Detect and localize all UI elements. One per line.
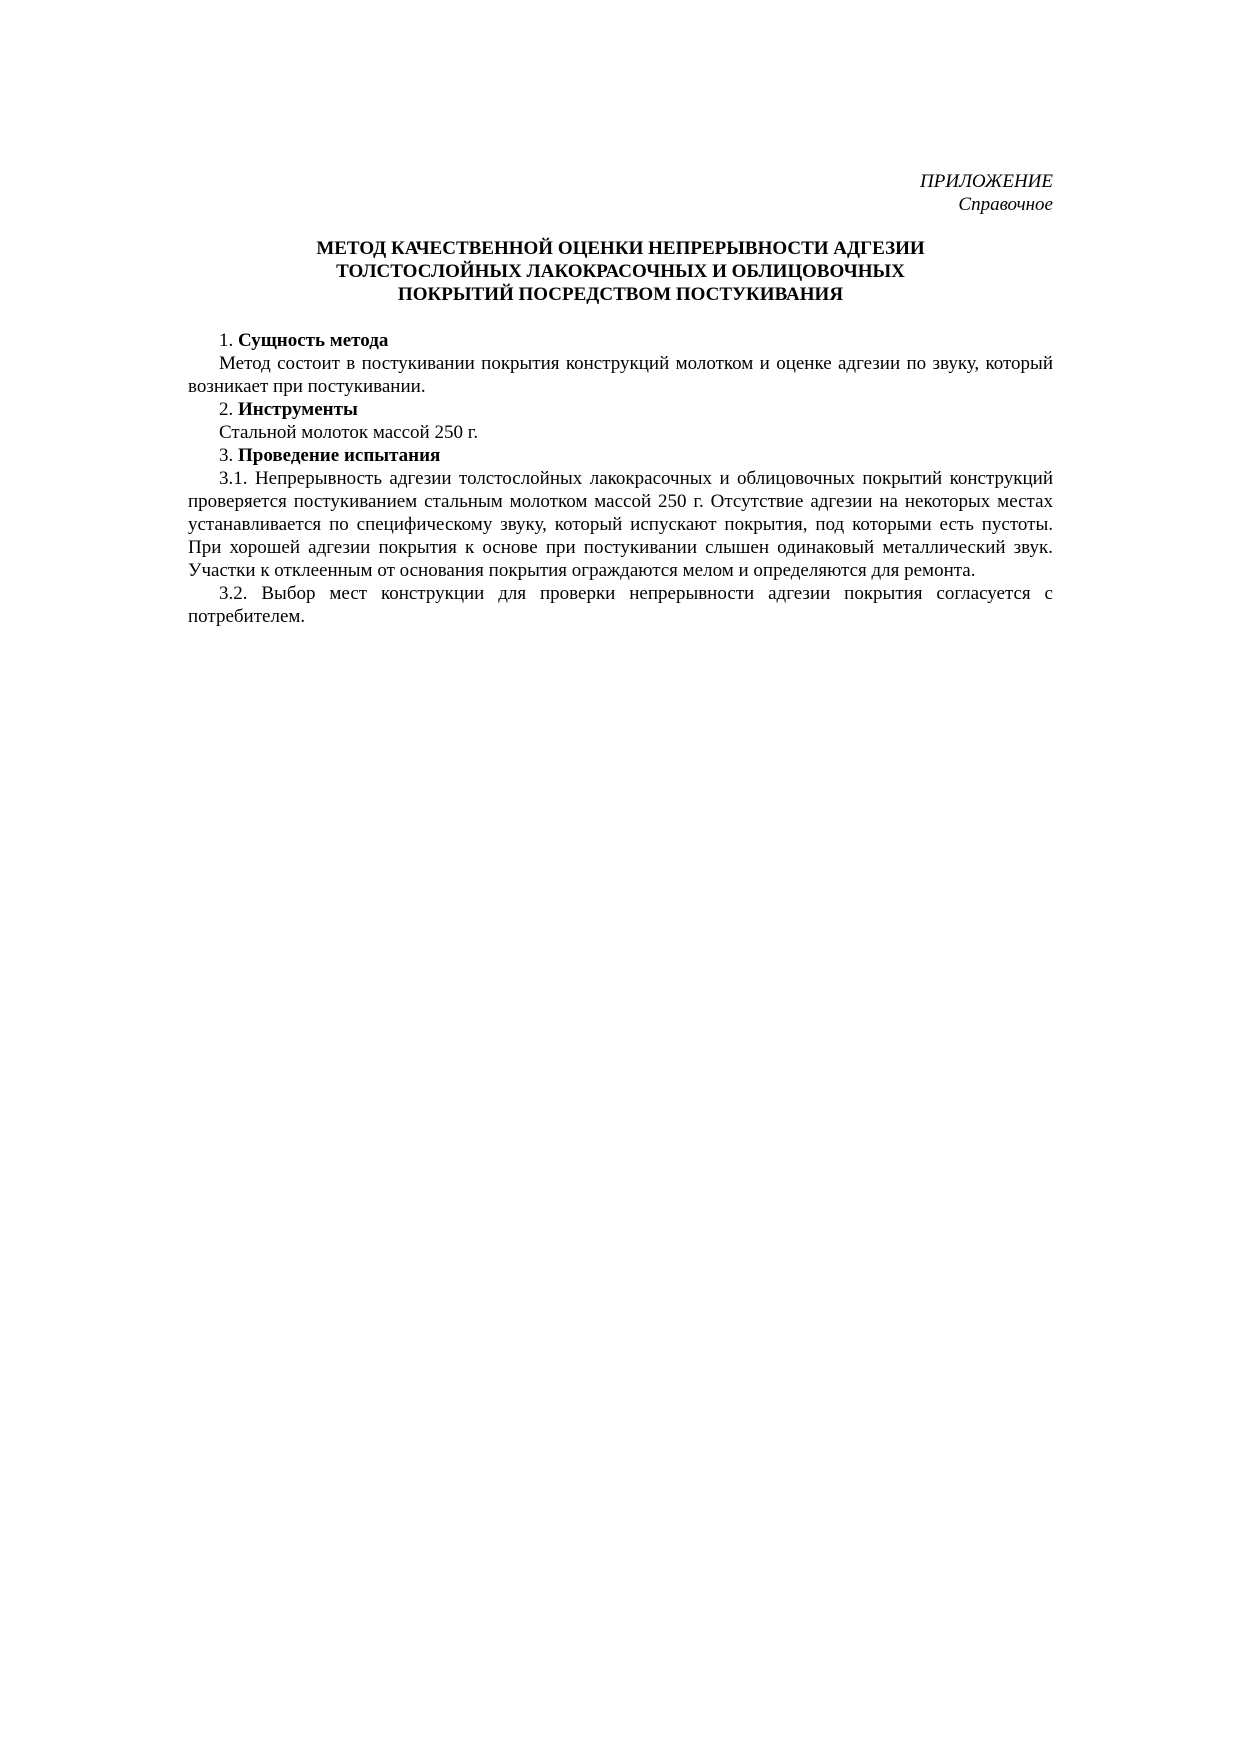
- document-body: [188, 329, 1053, 628]
- title-line-3: ПОКРЫТИЙ ПОСРЕДСТВОМ ПОСТУКИВАНИЯ: [397, 284, 844, 305]
- document-title: [188, 237, 1053, 306]
- section-1-paragraph-1: Метод состоит в постукивании покрытия конструкций молотком и оценке адгезии по звуку, который возникает при постукивании.: [188, 353, 1053, 397]
- section-number-1: 1.: [219, 330, 234, 351]
- section-heading-1: [188, 329, 1053, 352]
- section-title-2: Инструменты: [238, 399, 358, 420]
- document-page: [188, 170, 1053, 628]
- section-number-3: 3.: [219, 445, 234, 466]
- section-title-1: Сущность метода: [238, 330, 389, 351]
- title-line-1: МЕТОД КАЧЕСТВЕННОЙ ОЦЕНКИ НЕПРЕРЫВНОСТИ АДГЕЗИИ: [316, 238, 925, 259]
- section-title-3: Проведение испытания: [238, 445, 441, 466]
- section-3-paragraph-1: 3.1. Непрерывность адгезии толстослойных лакокрасочных и облицовочных покрытий конструкций проверяется постукиванием стальным молотком массой 250 г. Отсутствие адгезии на некоторых местах устанавливается по специфическому звуку, который испускают покрытия, под которыми есть пустоты. При хорошей адгезии покрытия к основе при постукивании слышен одинаковый металлический звук. Участки к отклеенным от основания покрытия ограждаются мелом и определяются для ремонта.: [188, 468, 1053, 581]
- appendix-header: [188, 170, 1053, 216]
- appendix-label: ПРИЛОЖЕНИЕ: [920, 171, 1053, 192]
- section-heading-2: [188, 398, 1053, 421]
- section-number-2: 2.: [219, 399, 234, 420]
- section-heading-3: [188, 444, 1053, 467]
- section-3-paragraph-2: 3.2. Выбор мест конструкции для проверки непрерывности адгезии покрытия согласуется с потребителем.: [188, 583, 1053, 627]
- title-line-2: ТОЛСТОСЛОЙНЫХ ЛАКОКРАСОЧНЫХ И ОБЛИЦОВОЧНЫХ: [336, 261, 905, 282]
- appendix-type: Справочное: [958, 194, 1053, 215]
- section-2-paragraph-1: Стальной молоток массой 250 г.: [219, 422, 479, 443]
